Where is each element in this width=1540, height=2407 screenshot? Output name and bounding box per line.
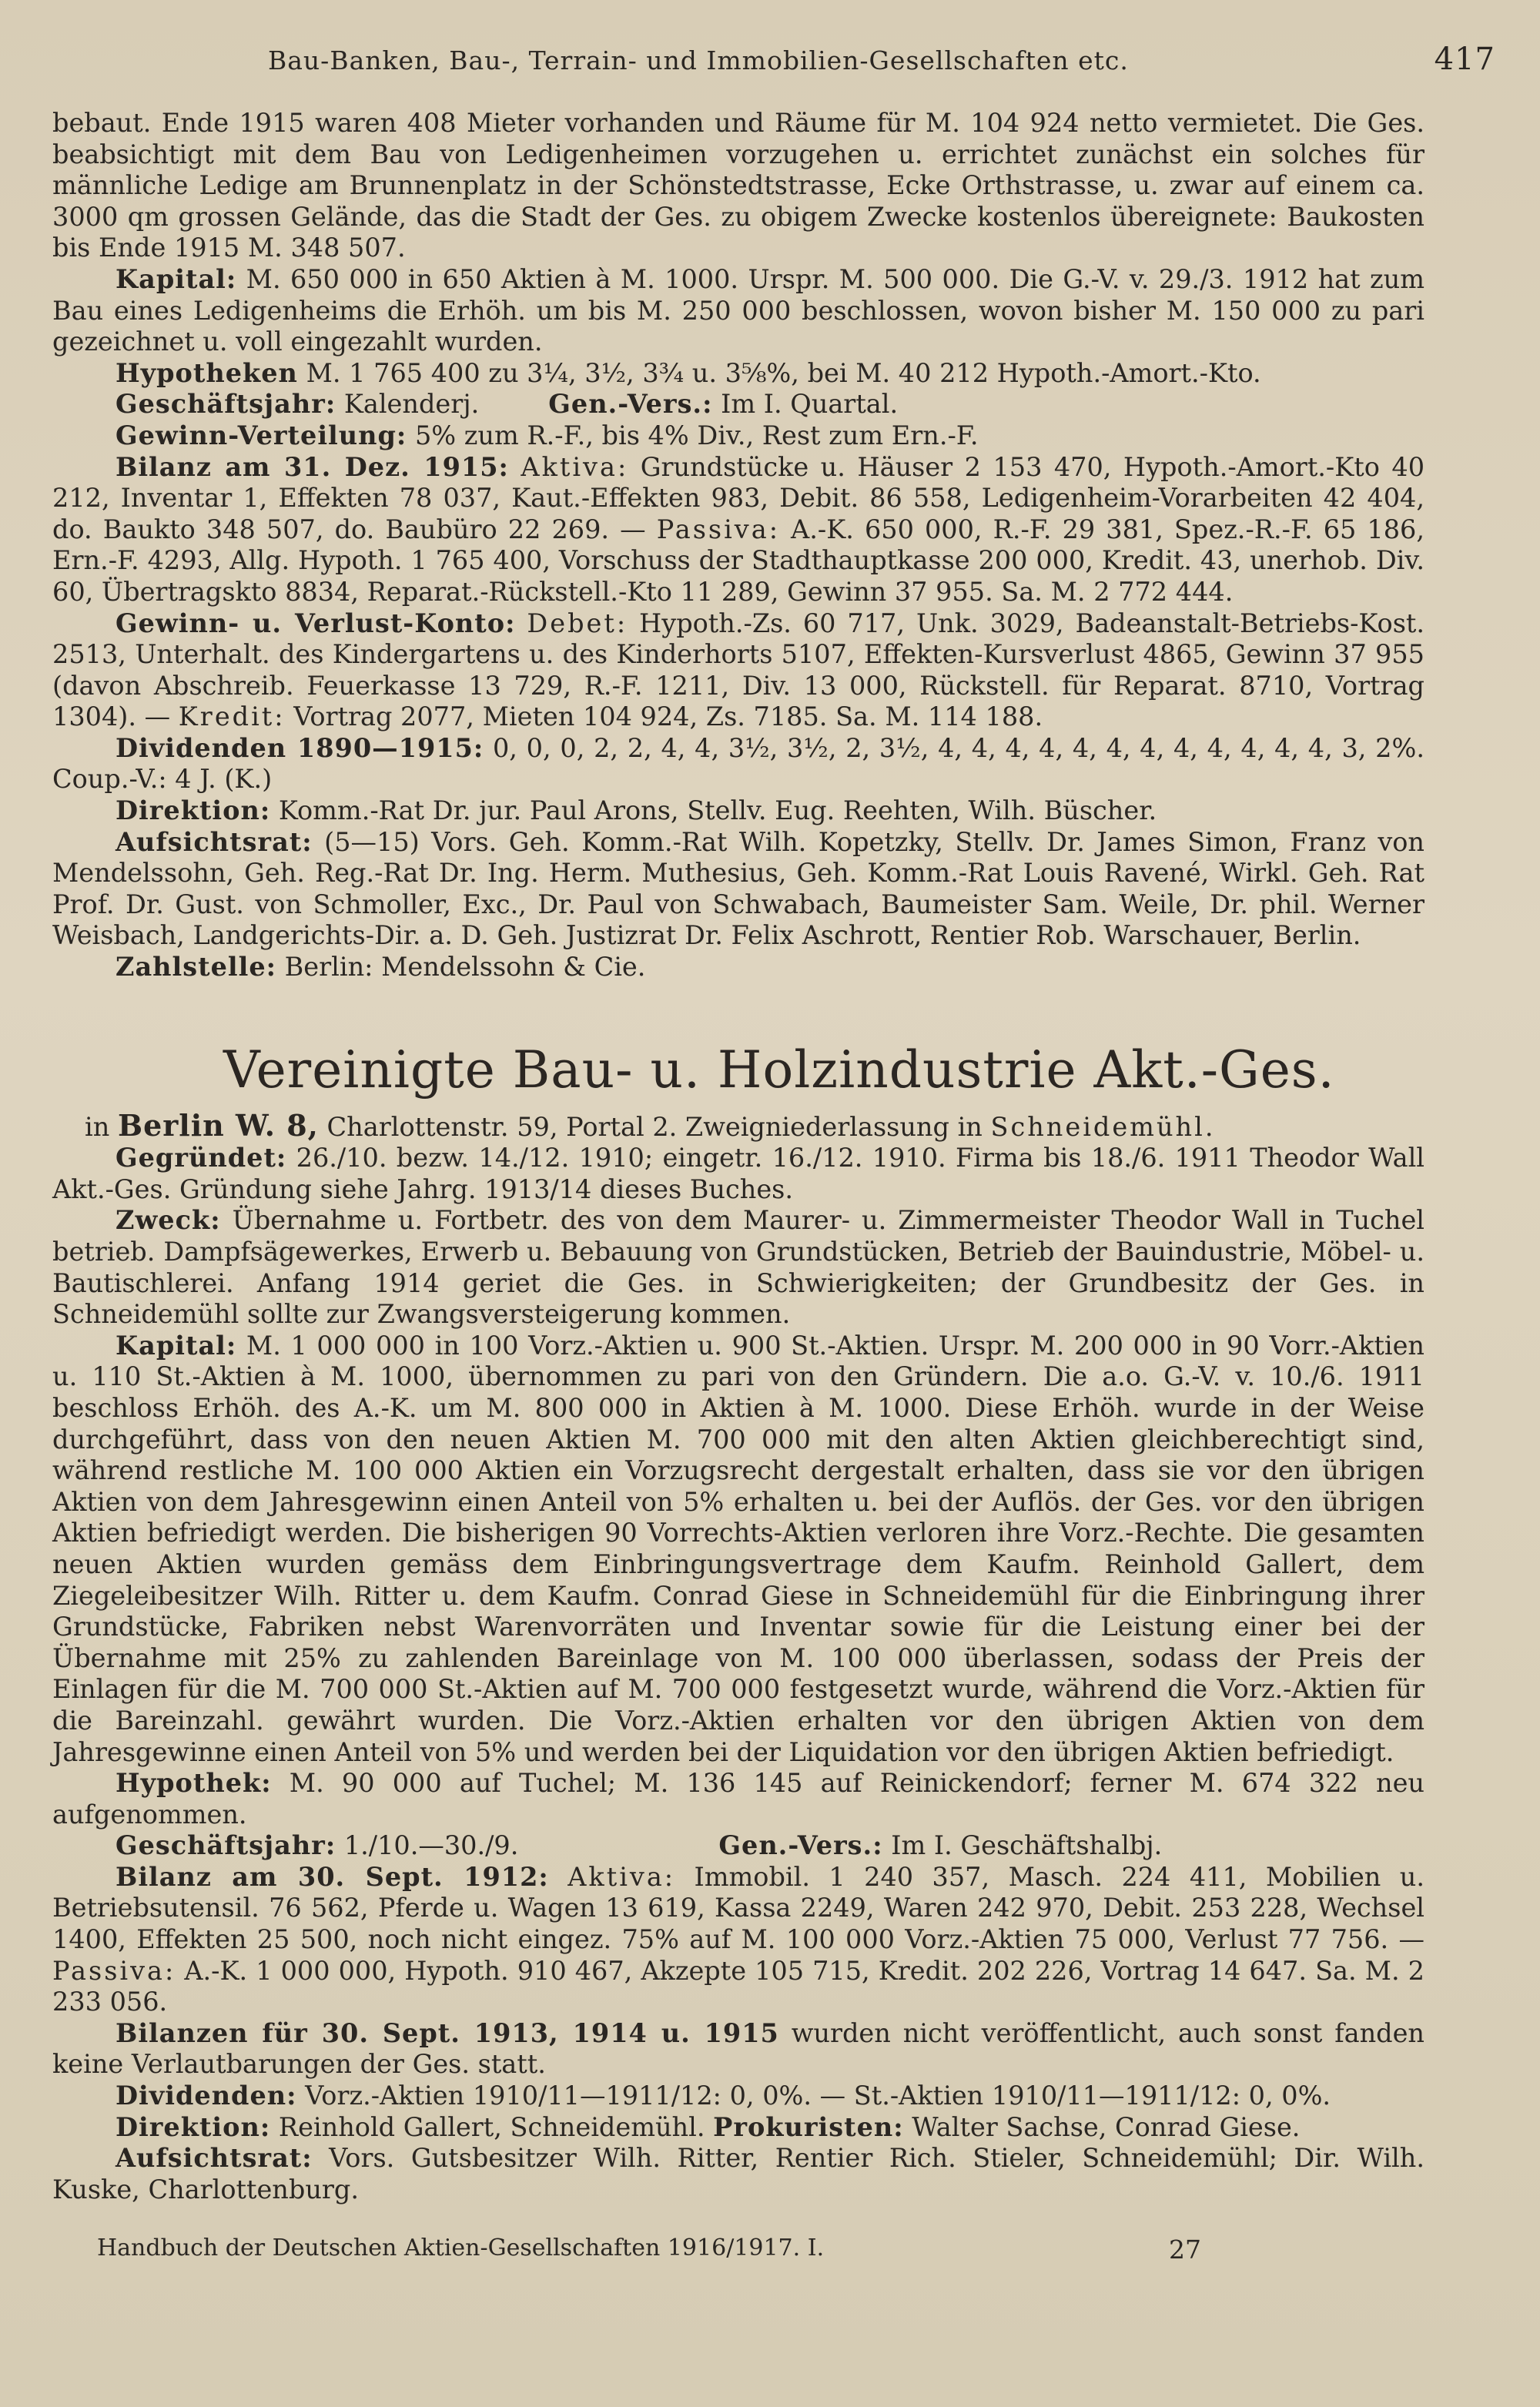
page-number: 417 xyxy=(1434,42,1495,77)
entry1-intro: bebaut. Ende 1915 waren 408 Mieter vorhanden und Räume für M. 104 924 netto vermietet. Die Ges. beabsichtigt mit dem Bau von Ledigenheimen vorzugehen u. errichtet zunächst ein solches für männliche Ledige am Brunnenplatz in der Schönstedtstrasse, Ecke Orthstrasse, u. zwar auf einem ca. 3000 qm grossen Gelände, das die Stadt der Ges. zu obigem Zwecke kostenlos übereignete: Baukosten bis Ende 1915 M. 348 507. xyxy=(52,108,1424,263)
entry1-direktion: Direktion: Komm.-Rat Dr. jur. Paul Arons, Stellv. Eug. Reehten, Wilh. Büscher. xyxy=(116,795,1157,826)
entry2-kapital: Kapital: M. 1 000 000 in 100 Vorz.-Aktien u. 900 St.-Aktien. Urspr. M. 200 000 in 90 Vorr.-Aktien u. 110 St.-Aktien à M. 1000, übernommen zu pari von den Gründern. Die a.o. G.-V. v. 10./6. 1911 beschloss Erhöh. des A.-K. um M. 800 000 in Aktien à M. 1000. Diese Erhöh. wurde in der Weise durchgeführt, dass von den neuen Aktien M. 700 000 mit den alten Aktien gleichberechtigt sind, während restliche M. 100 000 Aktien ein Vorzugsrecht dergestalt erhalten, dass sie vor den übrigen Aktien von dem Jahresgewinn einen Anteil von 5% erhalten u. bei der Auflös. der Ges. vor den übrigen Aktien befriedigt werden. Die bisherigen 90 Vorrechts-Aktien verloren ihre Vorz.-Rechte. Die gesamten neuen Aktien wurden gemäss dem Einbringungsvertrage dem Kaufm. Reinhold Gallert, dem Ziegeleibesitzer Wilh. Ritter u. dem Kaufm. Conrad Giese in Schneidemühl für die Einbringung ihrer Grundstücke, Fabriken nebst Warenvorräten und Inventar sowie für die Leistung einer bei der Übernahme mit 25% zu zahlenden Bareinlage von M. 100 000 überlassen, sodass der Preis der Einlagen für die M. 700 000 St.-Aktien auf M. 700 000 festgesetzt wurde, während die Vorz.-Aktien für die Bareinzahl. gewährt wurden. Die Vorz.-Aktien erhalten vor den übrigen Aktien von dem Jahresgewinne einen Anteil von 5% und werden bei der Liquidation vor den übrigen Aktien befriedigt. xyxy=(52,1330,1424,1767)
entry2-bilanzen: Bilanzen für 30. Sept. 1913, 1914 u. 1915 wurden nicht veröffentlicht, auch sonst fanden keine Verlautbarungen der Ges. statt. xyxy=(52,2017,1424,2080)
entry1-geschaeftsjahr: Geschäftsjahr: Kalenderj. Gen.-Vers.: Im I. Quartal. xyxy=(116,389,899,420)
entry2-bilanz: Bilanz am 30. Sept. 1912: Aktiva: Immobil. 1 240 357, Masch. 224 411, Mobilien u. Betriebsutensil. 76 562, Pferde u. Wagen 13 619, Kassa 2249, Waren 242 970, Debit. 253 228, Wechsel 1400, Effekten 25 500, noch nicht eingez. 75% auf M. 100 000 Vorz.-Aktien 75 000, Verlust 77 756. — Passiva: A.-K. 1 000 000, Hypoth. 910 467, Akzepte 105 715, Kredit. 202 226, Vortrag 14 647. Sa. M. 2 233 056. xyxy=(52,1861,1425,2017)
footer-book-title: Handbuch der Deutschen Aktien-Gesellschaften 1916/1917. I. xyxy=(97,2235,825,2262)
entry2-aufsichtsrat: Aufsichtsrat: Vors. Gutsbesitzer Wilh. Ritter, Rentier Rich. Stieler, Schneidemühl; Dir. Wilh. Kuske, Charlottenburg. xyxy=(52,2143,1424,2204)
entry1-gewinn-verteilung: Gewinn-Verteilung: 5% zum R.-F., bis 4% Div., Rest zum Ern.-F. xyxy=(116,420,979,450)
entry2-gegruendet: Gegründet: 26./10. bezw. 14./12. 1910; eingetr. 16./12. 1910. Firma bis 18./6. 1911 Theodor Wall Akt.-Ges. Gründung siehe Jahrg. 1913/14 dieses Buches. xyxy=(52,1143,1424,1204)
entry1-kapital: Kapital: M. 650 000 in 650 Aktien à M. 1000. Urspr. M. 500 000. Die G.-V. v. 29./3. 1912 hat zum Bau eines Ledigenheims die Erhöh. um bis M. 250 000 beschlossen, wovon bisher M. 150 000 zu pari gezeichnet u. voll eingezahlt wurden. xyxy=(52,263,1424,357)
entry1-zahlstelle: Zahlstelle: Berlin: Mendelssohn & Cie. xyxy=(116,952,646,983)
entry2-direktion: Direktion: Reinhold Gallert, Schneidemühl. Prokuristen: Walter Sachse, Conrad Giese. xyxy=(116,2111,1301,2142)
entry2-hypothek: Hypothek: M. 90 000 auf Tuchel; M. 136 145 auf Reinickendorf; ferner M. 674 322 neu aufgenommen. xyxy=(52,1768,1424,1830)
entry1-hypotheken: Hypotheken M. 1 765 400 zu 3¼, 3½, 3¾ u. 3⅝%, bei M. 40 212 Hypoth.-Amort.-Kto. xyxy=(116,357,1261,388)
entry2-location: in Berlin W. 8, Charlottenstr. 59, Portal 2. Zweigniederlassung in Schneidemühl. xyxy=(85,1107,1216,1143)
running-head xyxy=(268,42,1495,77)
company-title: Vereinigte Bau- u. Holzindustrie Akt.-Ges. xyxy=(223,1039,1335,1100)
entry1-bilanz: Bilanz am 31. Dez. 1915: Aktiva: Grundstücke u. Häuser 2 153 470, Hypoth.-Amort.-Kto 40 212, Inventar 1, Effekten 78 037, Kaut.-Effekten 983, Debit. 86 558, Ledigenheim-Vorarbeiten 42 404, do. Baukto 348 507, do. Baubüro 22 269. — Passiva: A.-K. 650 000, R.-F. 29 381, Spez.-R.-F. 65 186, Ern.-F. 4293, Allg. Hypoth. 1 765 400, Vorschuss der Stadthauptkasse 200 000, Kredit. 43, unerhob. Div. 60, Übertragskto 8834, Reparat.-Rückstell.-Kto 11 289, Gewinn 37 955. Sa. M. 2 772 444. xyxy=(52,451,1425,607)
page-footer xyxy=(97,2235,1432,2265)
running-title: Bau-Banken, Bau-, Terrain- und Immobilien-Gesellschaften etc. xyxy=(268,45,1129,75)
footer-signature-mark: 27 xyxy=(1169,2235,1201,2265)
entry1-gewinn-verlust-konto: Gewinn- u. Verlust-Konto: Debet: Hypoth.-Zs. 60 717, Unk. 3029, Badeanstalt-Betriebs-Kost. 2513, Unterhalt. des Kindergartens u. des Kinderhorts 5107, Effekten-Kursverlust 4865, Gewinn 37 955 (davon Abschreib. Feuerkasse 13 729, R.-F. 1211, Div. 13 000, Rückstell. für Reparat. 8710, Vortrag 1304). — Kredit: Vortrag 2077, Mieten 104 924, Zs. 7185. Sa. M. 114 188. xyxy=(52,608,1424,732)
entry1-dividenden: Dividenden 1890—1915: 0, 0, 0, 2, 2, 4, 4, 3½, 3½, 2, 3½, 4, 4, 4, 4, 4, 4, 4, 4, 4, 4, 4, 4, 3, 2%. Coup.-V.: 4 J. (K.) xyxy=(52,732,1424,795)
entry2-geschaeftsjahr: Geschäftsjahr: 1./10.—30./9. Gen.-Vers.: Im I. Geschäftshalbj. xyxy=(116,1830,1163,1861)
entry-vereinigte-bau-holzindustrie xyxy=(52,1040,1424,2206)
entry2-zweck: Zweck: Übernahme u. Fortbetr. des von dem Maurer- u. Zimmermeister Theodor Wall in Tuchel betrieb. Dampfsägewerkes, Erwerb u. Bebauung von Grundstücken, Betrieb der Bauindustrie, Möbel- u. Bautischlerei. Anfang 1914 geriet die Ges. in Schwierigkeiten; der Grundbesitz der Ges. in Schneidemühl sollte zur Zwangsversteigerung kommen. xyxy=(52,1205,1424,1330)
entry-previous-company xyxy=(52,108,1424,983)
entry2-dividenden: Dividenden: Vorz.-Aktien 1910/11—1911/12: 0, 0%. — St.-Aktien 1910/11—1911/12: 0, 0%. xyxy=(116,2081,1331,2111)
entry1-aufsichtsrat: Aufsichtsrat: (5—15) Vors. Geh. Komm.-Rat Wilh. Kopetzky, Stellv. Dr. James Simon, Franz von Mendelssohn, Geh. Reg.-Rat Dr. Ing. Herm. Muthesius, Geh. Komm.-Rat Louis Ravené, Wirkl. Geh. Rat Prof. Dr. Gust. von Schmoller, Exc., Dr. Paul von Schwabach, Baumeister Sam. Weile, Dr. phil. Werner Weisbach, Landgerichts-Dir. a. D. Geh. Justizrat Dr. Felix Aschrott, Rentier Rob. Warschauer, Berlin. xyxy=(52,826,1424,951)
